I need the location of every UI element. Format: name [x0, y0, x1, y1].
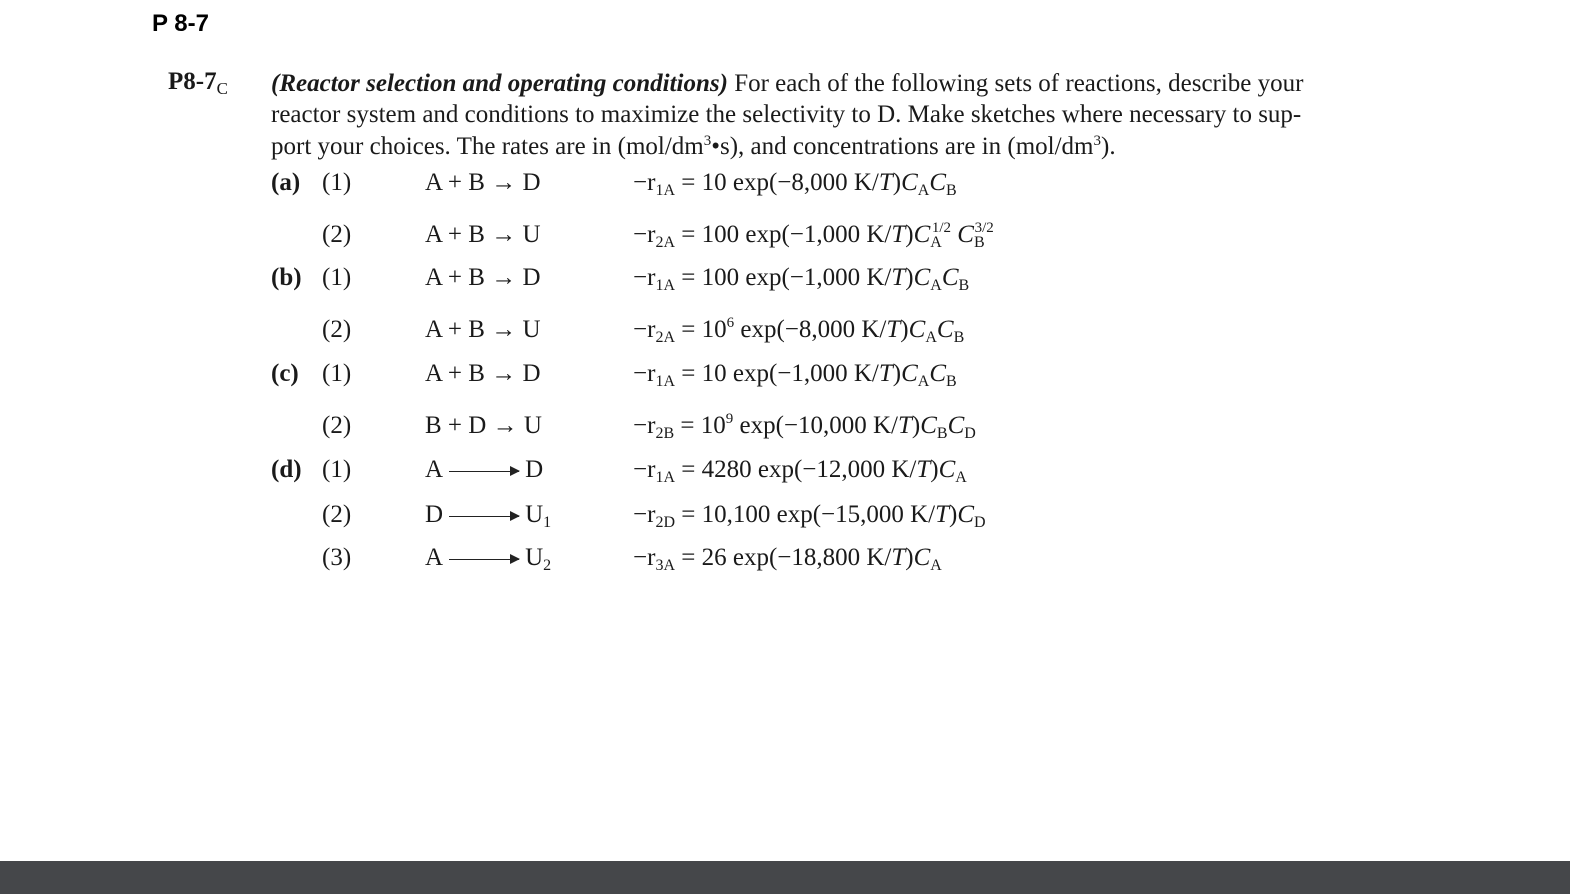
rate-close: ): [892, 169, 902, 196]
rate-close: ): [911, 412, 921, 439]
conc-subscript: B: [946, 182, 957, 199]
page-heading: P 8-7: [152, 10, 209, 37]
rate-subscript: 2A: [655, 329, 675, 346]
conc-subscript: D: [974, 514, 986, 531]
conc-symbol: C: [913, 264, 931, 291]
conc-subscript: A: [917, 182, 930, 199]
rate-expression: = 4280 exp(−12,000 K/: [675, 456, 917, 483]
reactant: D: [425, 501, 444, 528]
statement-text-3c: ).: [1101, 133, 1116, 160]
rate-expression: = 10 exp(−1,000 K/: [675, 360, 879, 387]
rate-lhs: −r: [633, 501, 656, 528]
rate-subscript: 1A: [655, 373, 675, 390]
problem-statement-line-1: [271, 70, 1303, 98]
rate-subscript: 3A: [655, 557, 675, 574]
rate-lhs: −r: [633, 221, 656, 248]
conc-subscript: A: [955, 469, 967, 486]
reactant: A: [425, 456, 444, 483]
rate-expression: = 100 exp(−1,000 K/: [675, 221, 892, 248]
part-label: (b): [271, 264, 302, 291]
reaction-number: (2): [322, 412, 352, 439]
conc-symbol: C: [908, 316, 926, 343]
statement-text-2: reactor system and conditions to maximize the selectivity to D. Make sketches where necessary to sup-: [271, 101, 1302, 128]
product: U: [525, 501, 544, 528]
reaction-number: (2): [322, 221, 352, 248]
temperature-symbol: T: [891, 221, 906, 248]
conc-subscript: D: [964, 425, 976, 442]
product-subscript: 2: [543, 557, 552, 574]
conc-subscript: B: [946, 373, 957, 390]
conc-subscript: B: [936, 425, 948, 442]
reaction-equation: [425, 544, 551, 572]
rate-close: ): [892, 360, 902, 387]
rate-subscript: 2D: [655, 514, 675, 531]
conc-symbol: C: [901, 169, 918, 196]
reaction-equation: [425, 456, 543, 484]
rate-expression: = 10 exp(−8,000 K/: [675, 169, 879, 196]
conc-subscript: B: [953, 329, 965, 346]
conc-symbol: C: [929, 169, 947, 196]
conc-symbol: C: [947, 412, 965, 439]
temperature-symbol: T: [935, 501, 950, 528]
statement-text-3a: port your choices. The rates are in (mol/dm: [271, 133, 704, 160]
conc-symbol: C: [913, 221, 931, 248]
rate-lhs: −r: [633, 169, 656, 196]
conc-subscript: A: [930, 557, 942, 574]
rate-law-d3: [633, 544, 942, 572]
rate-close: ): [949, 501, 958, 528]
rate-lhs: −r: [633, 360, 656, 387]
rate-law-a2: [633, 221, 994, 249]
rate-lhs: −r: [633, 456, 656, 483]
rate-close: ): [905, 264, 914, 291]
product: U: [525, 544, 544, 571]
conc-subscript: B: [973, 234, 985, 251]
rate-law-a1: [633, 169, 957, 197]
reaction-equation: B + D → U: [425, 412, 542, 439]
conc-symbol: C: [957, 501, 975, 528]
problem-statement-line-2: [271, 101, 1301, 129]
rate-expression: exp(−8,000 K/: [734, 316, 887, 343]
conc-subscript: A: [930, 234, 942, 251]
reaction-equation: A + B → U: [425, 316, 541, 343]
reaction-arrow-icon: [449, 471, 519, 472]
part-label: (a): [271, 169, 301, 196]
rate-lhs: −r: [633, 264, 656, 291]
product: D: [525, 456, 544, 483]
reaction-equation: A + B → D: [425, 169, 541, 196]
rate-subscript: 1A: [655, 182, 675, 199]
prefactor-exponent: 6: [726, 315, 735, 331]
temperature-symbol: T: [878, 169, 893, 196]
rate-law-c1: [633, 360, 957, 388]
rate-lhs: −r: [633, 412, 656, 439]
conc-symbol: C: [936, 316, 954, 343]
rate-law-d1: [633, 456, 967, 484]
temperature-symbol: T: [878, 360, 893, 387]
product-subscript: 1: [543, 514, 552, 531]
prefactor-exponent: 9: [725, 411, 734, 427]
problem-number: [168, 68, 228, 99]
rate-expression: = 10,100 exp(−15,000 K/: [675, 501, 936, 528]
rate-subscript: 1A: [655, 469, 675, 486]
conc-exponent: 3/2: [974, 220, 994, 236]
units-exponent: 3: [703, 133, 712, 149]
rate-expression: exp(−10,000 K/: [733, 412, 898, 439]
temperature-symbol: T: [886, 316, 901, 343]
temperature-symbol: T: [898, 412, 912, 439]
reaction-equation: A + B → U: [425, 221, 541, 248]
conc-subscript: B: [958, 277, 970, 294]
conc-symbol: C: [957, 221, 974, 248]
reaction-arrow-icon: [449, 559, 519, 560]
difficulty-level: C: [216, 79, 228, 98]
reaction-number: (1): [322, 264, 352, 291]
reactant: A: [425, 544, 444, 571]
rate-law-c2: [633, 412, 976, 440]
rate-close: ): [900, 316, 909, 343]
reaction-number: (2): [322, 501, 352, 528]
reaction-number: (1): [322, 456, 352, 483]
rate-subscript: 2A: [655, 234, 675, 251]
reaction-number: (3): [322, 544, 352, 571]
rate-prefactor: = 10: [675, 316, 727, 343]
reaction-number: (1): [322, 360, 352, 387]
rate-close: ): [905, 544, 914, 571]
rate-expression: = 26 exp(−18,800 K/: [675, 544, 892, 571]
temperature-symbol: T: [916, 456, 931, 483]
conc-symbol: C: [941, 264, 959, 291]
rate-law-b1: [633, 264, 969, 292]
rate-close: ): [930, 456, 939, 483]
conc-symbol: C: [920, 412, 937, 439]
rate-lhs: −r: [633, 316, 656, 343]
rate-law-b2: [633, 316, 964, 344]
problem-title: (Reactor selection and operating conditions): [271, 70, 728, 97]
conc-exponent: 1/2: [931, 220, 952, 236]
conc-subscript: A: [917, 373, 930, 390]
conc-symbol: C: [901, 360, 918, 387]
rate-close: ): [905, 221, 914, 248]
reaction-equation: A + B → D: [425, 264, 541, 291]
statement-text-3b: •s), and concentrations are in (mol/dm: [711, 133, 1094, 160]
reaction-equation: [425, 501, 551, 529]
conc-subscript: A: [925, 329, 937, 346]
problem-statement-line-3: [271, 133, 1116, 161]
rate-subscript: 1A: [655, 277, 675, 294]
rate-expression: = 100 exp(−1,000 K/: [675, 264, 892, 291]
reaction-number: (1): [322, 169, 352, 196]
rate-subscript: 2B: [655, 425, 675, 442]
temperature-symbol: T: [891, 264, 906, 291]
rate-prefactor: = 10: [674, 412, 726, 439]
part-label: (d): [271, 456, 302, 483]
reaction-number: (2): [322, 316, 352, 343]
rate-law-d2: [633, 501, 986, 529]
temperature-symbol: T: [891, 544, 906, 571]
problem-number-text: P8-7: [168, 68, 217, 95]
conc-subscript: A: [930, 277, 942, 294]
conc-symbol: C: [929, 360, 947, 387]
bottom-bar: [0, 861, 1570, 894]
part-label: (c): [271, 360, 299, 387]
units-exponent: 3: [1093, 133, 1102, 149]
statement-text-1: For each of the following sets of reactions, describe your: [727, 70, 1304, 97]
conc-symbol: C: [938, 456, 956, 483]
reaction-equation: A + B → D: [425, 360, 541, 387]
rate-lhs: −r: [633, 544, 656, 571]
conc-symbol: C: [913, 544, 931, 571]
reaction-arrow-icon: [449, 516, 519, 517]
